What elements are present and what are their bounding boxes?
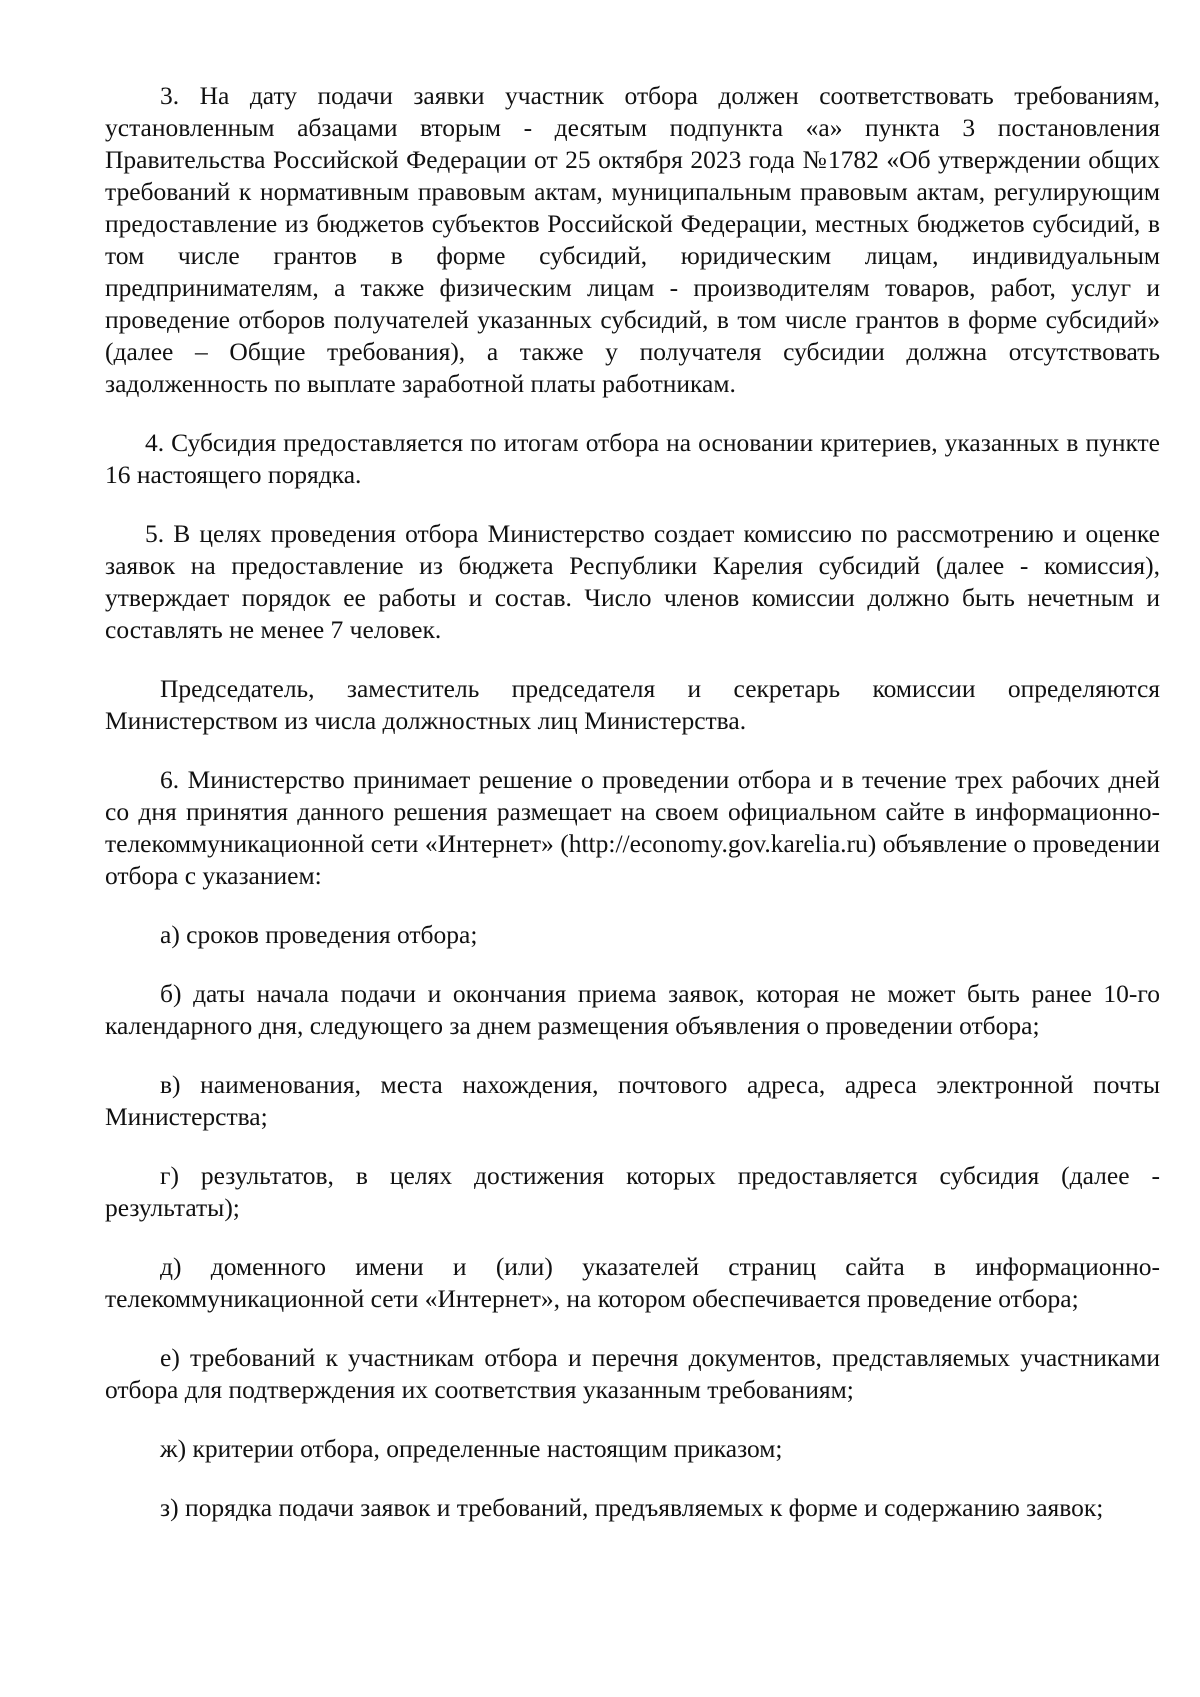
list-item-b: б) даты начала подачи и окончания приема заявок, которая не может быть ранее 10-го календарного дня, следующего за днем размещения объявления о проведении отбора; <box>105 979 1160 1040</box>
paragraph-6-announcement: 6. Министерство принимает решение о проведении отбора и в течение трех рабочих дней со дня принятия данного решения размещает на своем официальном сайте в информационно-телекоммуникационной сети «Интернет» (http://economy.gov.karelia.ru) объявление о проведении отбора с указанием: <box>105 765 1160 890</box>
list-item-z: з) порядка подачи заявок и требований, предъявляемых к форме и содержанию заявок; <box>160 1493 1104 1522</box>
list-item-zh: ж) критерии отбора, определенные настоящим приказом; <box>160 1434 783 1463</box>
paragraph-5-commission: 5. В целях проведения отбора Министерство создает комиссию по рассмотрению и оценке заявок на предоставление из бюджета Республики Карелия субсидий (далее - комиссия), утверждает порядок ее работы и состав. Число членов комиссии должно быть нечетным и составлять не менее 7 человек. <box>105 519 1160 644</box>
list-item-g: г) результатов, в целях достижения которых предоставляется субсидия (далее - результаты); <box>105 1161 1160 1222</box>
list-item-e: е) требований к участникам отбора и перечня документов, представляемых участниками отбора для подтверждения их соответствия указанным требованиям; <box>105 1343 1160 1404</box>
document-page <box>105 80 1160 1524</box>
paragraph-commission-officers: Председатель, заместитель председателя и секретарь комиссии определяются Министерством из числа должностных лиц Министерства. <box>105 674 1160 735</box>
list-item-a: а) сроков проведения отбора; <box>160 920 478 949</box>
paragraph-4-subsidy-basis: 4. Субсидия предоставляется по итогам отбора на основании критериев, указанных в пункте 16 настоящего порядка. <box>105 428 1160 489</box>
list-item-d: д) доменного имени и (или) указателей страниц сайта в информационно-телекоммуникационной сети «Интернет», на котором обеспечивается проведение отбора; <box>105 1252 1160 1313</box>
list-item-v: в) наименования, места нахождения, почтового адреса, адреса электронной почты Министерства; <box>105 1070 1160 1131</box>
paragraph-3-requirements: 3. На дату подачи заявки участник отбора должен соответствовать требованиям, установленным абзацами вторым - десятым подпункта «а» пункта 3 постановления Правительства Российской Федерации от 25 октября 2023 года №1782 «Об утверждении общих требований к нормативным правовым актам, муниципальным правовым актам, регулирующим предоставление из бюджетов субъектов Российской Федерации, местных бюджетов субсидий, в том числе грантов в форме субсидий, юридическим лицам, индивидуальным предпринимателям, а также физическим лицам - производителям товаров, работ, услуг и проведение отборов получателей указанных субсидий, в том числе грантов в форме субсидий» (далее – Общие требования), а также у получателя субсидии должна отсутствовать задолженность по выплате заработной платы работникам. <box>105 81 1160 398</box>
